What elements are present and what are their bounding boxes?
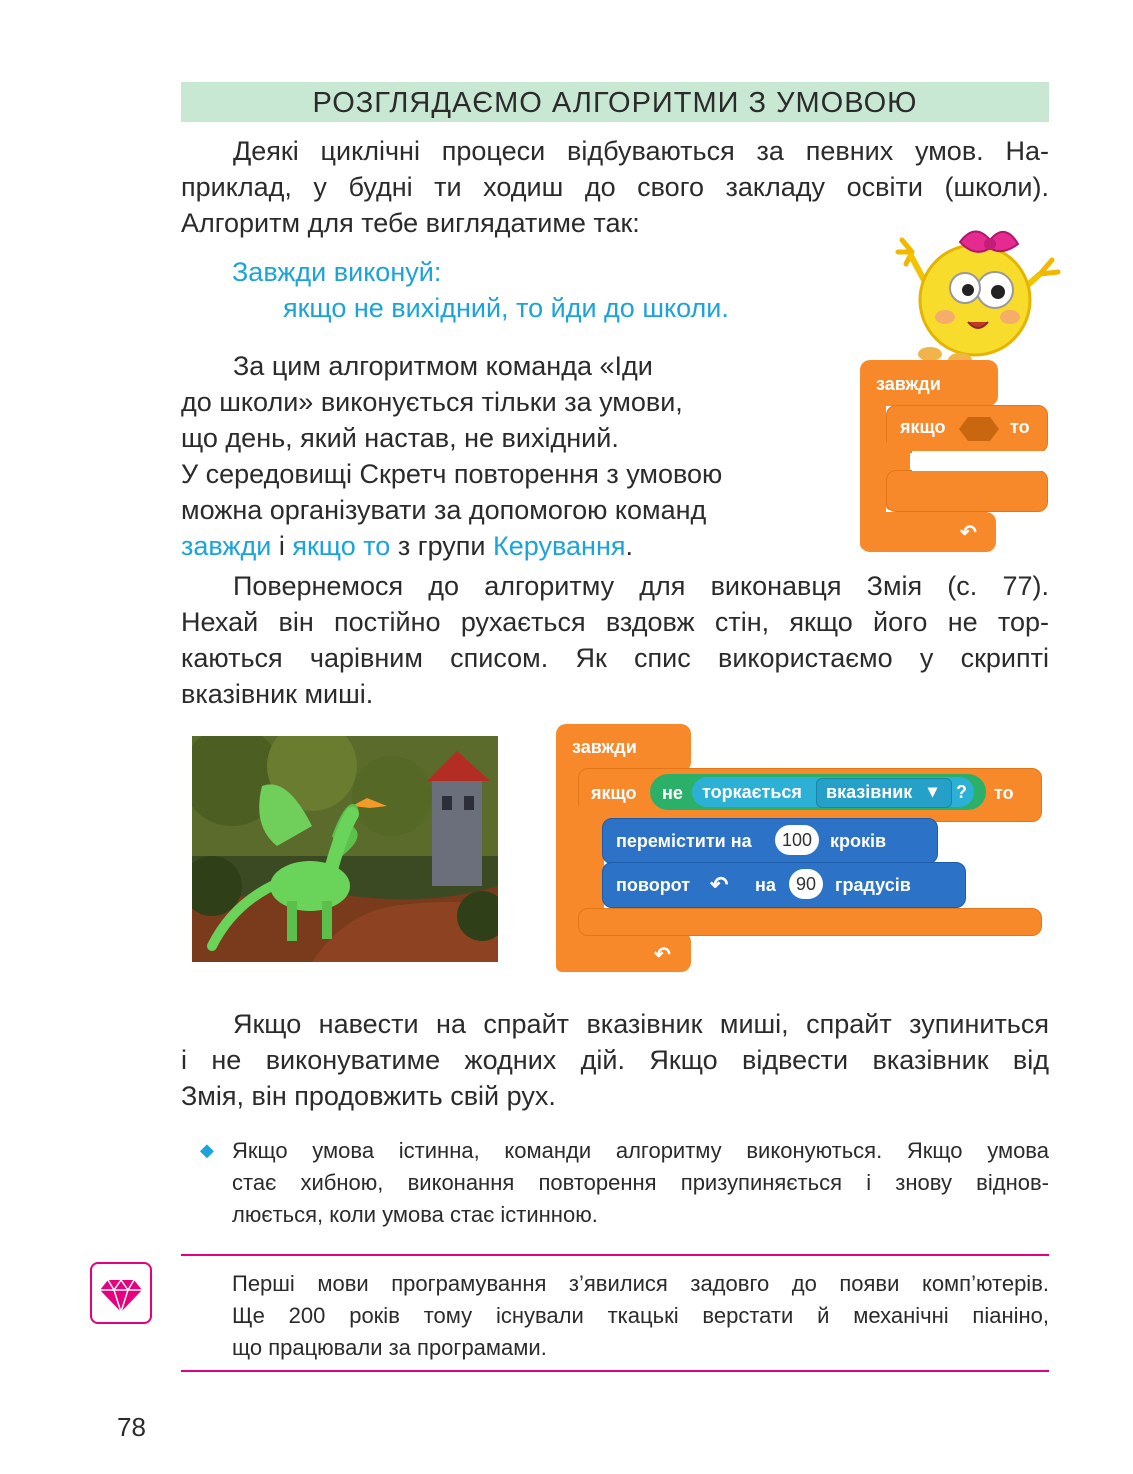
loop-arrow-icon: ↶	[960, 522, 977, 544]
chevron-down-icon[interactable]: ▾	[928, 781, 938, 801]
conjunction: і	[278, 531, 285, 561]
dragon-line: вказівник миші.	[181, 679, 374, 709]
fact-line: Перші мови програмування з’явилися задовго до появи комп’ютерів.	[232, 1271, 1049, 1296]
dragon-line: Повернемося до алгоритму для виконавця Змія (с. 77).	[233, 571, 1049, 601]
result-line: Змія, він продовжить свій рух.	[181, 1081, 556, 1111]
result-paragraph	[181, 1006, 1049, 1114]
fact-line: Ще 200 років тому існували ткацькі верстати й механічні піаніно,	[232, 1303, 1049, 1328]
if-block-bottom	[578, 908, 1042, 936]
touching-label: торкається	[702, 782, 802, 802]
diamond-icon	[90, 1262, 152, 1324]
group-control-term: Керування	[493, 531, 626, 561]
intro-line: Деякі циклічні процеси відбуваються за певних умов. На-	[233, 136, 1049, 166]
scratch-script	[556, 724, 1050, 974]
section-title: РОЗГЛЯДАЄМО АЛГОРИТМИ З УМОВОЮ	[181, 82, 1049, 122]
intro-line: Алгоритм для тебе виглядатиме так:	[181, 208, 640, 238]
move-steps-input[interactable]: 100	[775, 825, 819, 855]
algorithm-line-2: якщо не вихідний, то йди до школи.	[283, 293, 729, 323]
if-label: якщо	[900, 417, 946, 437]
then-label: то	[994, 783, 1014, 803]
condition-hexagon-icon	[958, 416, 1000, 442]
then-label: то	[1010, 417, 1030, 437]
command-if-then-term: якщо то	[292, 531, 391, 561]
rule-line: Якщо умова істинна, команди алгоритму виконуються. Якщо умова	[232, 1138, 1049, 1163]
explain-line: У середовищі Скретч повторення з умовою	[181, 459, 723, 489]
if-block-bottom	[886, 470, 1048, 512]
explain-line: що день, який настав, не вихідний.	[181, 423, 619, 453]
rotate-left-icon: ↶	[710, 872, 729, 897]
forever-if-block-diagram	[860, 360, 1050, 555]
loop-arrow-icon: ↶	[654, 944, 671, 966]
forever-label: завжди	[876, 374, 941, 394]
degrees-label: градусів	[835, 875, 911, 895]
steps-label: кроків	[830, 831, 887, 851]
fact-line: що працювали за програмами.	[232, 1335, 547, 1360]
command-forever-term: завжди	[181, 531, 272, 561]
fact-bottom-rule	[181, 1370, 1049, 1372]
fact-top-rule	[181, 1254, 1049, 1256]
explain-line: За цим алгоритмом команда «Іди	[233, 351, 653, 381]
explain-last-line	[181, 528, 787, 564]
fact-paragraph	[232, 1268, 1049, 1364]
pointer-label: вказівник	[826, 782, 913, 802]
dragon-line: каються чарівним списом. Як спис використаємо у скрипті	[181, 643, 1049, 673]
explain-paragraph	[181, 348, 787, 564]
explain-line: до школи» виконується тільки за умови,	[181, 387, 683, 417]
not-label: не	[662, 783, 683, 803]
bullet-diamond-icon: ◆	[200, 1140, 214, 1160]
cartoon-character-illustration	[890, 222, 1070, 372]
move-label: перемістити на	[616, 831, 752, 851]
rule-paragraph	[232, 1135, 1049, 1231]
from-group-text: з групи	[397, 531, 486, 561]
period: .	[625, 531, 633, 561]
if-inner-slot	[912, 451, 1046, 471]
question-mark: ?	[956, 782, 967, 802]
dragon-paragraph	[181, 568, 1049, 712]
page-number: 78	[117, 1412, 146, 1442]
result-line: і не виконуватиме жодних дій. Якщо відвести вказівник від	[181, 1045, 1049, 1075]
intro-line: приклад, у будні ти ходиш до свого закладу освіти (школи).	[181, 172, 1049, 202]
algorithm-line-1: Завжди виконуй:	[232, 257, 442, 287]
rule-line: люється, коли умова стає істинною.	[232, 1202, 598, 1227]
turn-label: поворот	[616, 875, 691, 895]
dragon-scene-image	[192, 736, 498, 962]
turn-degrees-input[interactable]: 90	[789, 869, 823, 899]
forever-label: завжди	[572, 737, 637, 757]
dragon-line: Нехай він постійно рухається вздовж стін, якщо його не тор-	[181, 607, 1049, 637]
result-line: Якщо навести на спрайт вказівник миші, спрайт зупиниться	[233, 1009, 1049, 1039]
on-label: на	[755, 875, 776, 895]
rule-line: стає хибною, виконання повторення призупиняється і знову віднов-	[232, 1170, 1049, 1195]
explain-line: можна організувати за допомогою команд	[181, 495, 707, 525]
if-label: якщо	[591, 783, 637, 803]
